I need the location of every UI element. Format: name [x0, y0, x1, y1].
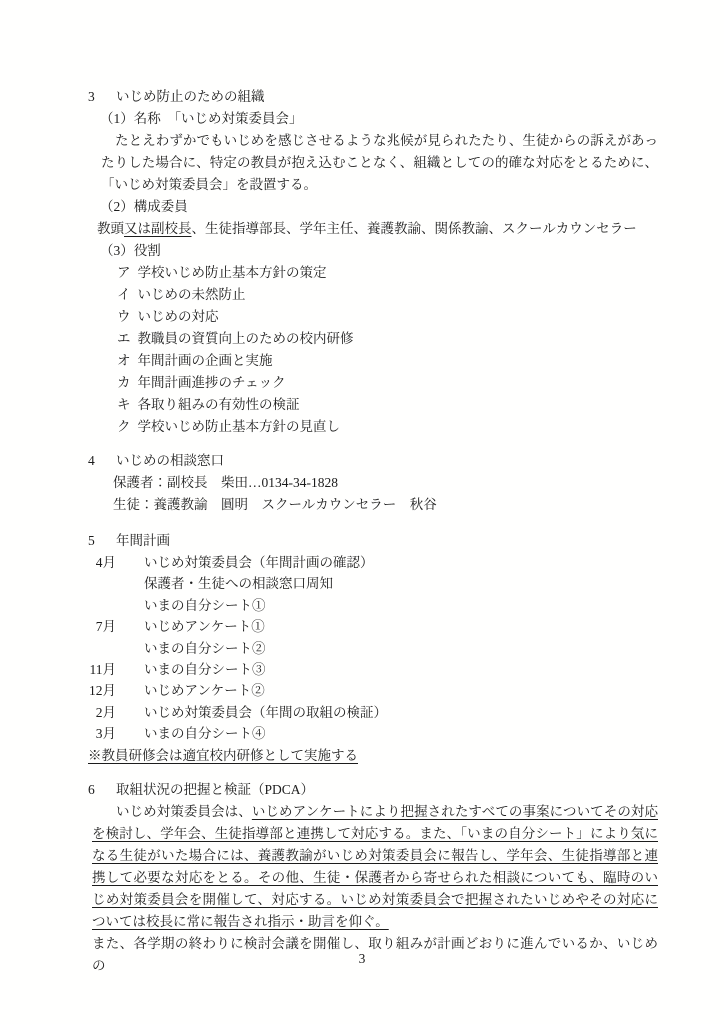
students-contact-line: 生徒：養護教諭 圓明 スクールカウンセラー 秋谷 [113, 497, 437, 512]
section-number: 3 [88, 89, 95, 104]
pdca-paragraph-lead: いじめ対策委員会は、 [116, 803, 252, 819]
section-number: 6 [88, 781, 95, 797]
section-bullying-prevention-organization [88, 86, 658, 438]
section-annual-plan [88, 530, 658, 767]
role-list [88, 262, 658, 438]
schedule-item: 保護者・生徒への相談窓口周知 [144, 576, 333, 592]
role-kana-marker: ク [117, 419, 131, 434]
schedule-item: いじめ対策委員会（年間の取組の検証） [144, 704, 387, 720]
month-label: 3月 [95, 726, 116, 742]
role-item [117, 284, 658, 306]
members-underlined-text: 又は副校長 [124, 221, 192, 236]
schedule-items [144, 552, 374, 616]
role-item [117, 416, 658, 438]
role-kana-marker: キ [117, 397, 131, 412]
role-item [117, 372, 658, 394]
schedule-row [88, 659, 658, 680]
role-kana-marker: カ [117, 375, 131, 390]
schedule-row [88, 680, 658, 701]
schedule-item: いじめ対策委員会（年間計画の確認） [144, 555, 374, 570]
section-heading [88, 86, 658, 108]
section-consultation-desk [88, 450, 658, 516]
schedule-item: いまの自分シート② [144, 640, 266, 656]
role-kana-marker: イ [117, 287, 131, 302]
schedule-item: いじめアンケート① [144, 619, 265, 635]
schedule-items [144, 616, 266, 659]
schedule-items [144, 702, 387, 723]
schedule-items [144, 723, 266, 744]
schedule-row [88, 702, 658, 723]
schedule-item: いまの自分シート① [144, 597, 266, 613]
parents-contact-line: 保護者：副校長 柴田…0134-34-1828 [113, 475, 338, 490]
subsection-roles-label: （3）役割 [100, 243, 161, 258]
month-label: 7月 [95, 619, 116, 635]
members-pre-text: 教頭 [97, 221, 124, 236]
section-title: いじめの相談窓口 [116, 453, 224, 468]
role-text: 年間計画進捗のチェック [137, 375, 286, 390]
role-item [117, 350, 658, 372]
section-heading [88, 779, 658, 801]
schedule-item: いまの自分シート④ [144, 726, 266, 742]
page-number: 3 [358, 951, 366, 966]
role-text: 年間計画の企画と実施 [137, 353, 273, 368]
subsection-members-label: （2）構成委員 [100, 199, 188, 214]
schedule-items [144, 659, 266, 680]
month-label: 4月 [95, 555, 116, 570]
section-heading [88, 450, 658, 472]
members-post-text: 、生徒指導部長、学年主任、養護教諭、関係教諭、スクールカウンセラー [191, 221, 637, 236]
section-title: 取組状況の把握と検証（PDCA） [116, 781, 315, 797]
pdca-followup-paragraph: また、各学期の終わりに検討会議を開催し、取り組みが計画どおりに進んでいるか、いじめの [92, 935, 658, 973]
month-label: 12月 [89, 683, 116, 699]
role-text: 学校いじめ防止基本方針の策定 [137, 265, 327, 280]
schedule-items [144, 680, 265, 701]
role-text: 教職員の資質向上のための校内研修 [137, 331, 354, 346]
section-number: 5 [88, 533, 95, 548]
month-label: 11月 [89, 662, 116, 678]
section-pdca-verification [88, 779, 658, 977]
subsection-name-label: （1）名称 「いじめ対策委員会」 [100, 111, 303, 126]
schedule-item: いまの自分シート③ [144, 662, 266, 678]
section-number: 4 [88, 453, 95, 468]
role-item [117, 306, 658, 328]
role-kana-marker: オ [117, 353, 131, 368]
section-title: いじめ防止のための組織 [116, 89, 265, 104]
committee-members-line [97, 218, 658, 240]
section-title: 年間計画 [116, 533, 170, 548]
role-item [117, 328, 658, 350]
role-text: 各取り組みの有効性の検証 [137, 397, 300, 412]
role-text: いじめの対応 [137, 309, 219, 324]
organization-purpose-paragraph: たとえわずかでもいじめを感じさせるような兆候が見られたたり、生徒からの訴えがあったりした場合に、特定の教員が抱え込むことなく、組織としての的確な対応をとるために、「いじめ対策委員会」を設置する。 [101, 133, 658, 192]
role-kana-marker: ア [117, 265, 131, 280]
role-text: いじめの未然防止 [137, 287, 246, 302]
role-kana-marker: ウ [117, 309, 131, 324]
annual-schedule [88, 552, 658, 745]
schedule-row [88, 616, 658, 659]
schedule-row [88, 723, 658, 744]
role-kana-marker: エ [117, 331, 131, 346]
pdca-paragraph [92, 801, 658, 933]
pdca-paragraph-underlined: いじめアンケートにより把握されたすべての事案についてその対応を検討し、学年会、生徒指導部と連携して対応する。また、「いまの自分シート」により気になる生徒がいた場合には、養護教諭がいじめ対策委員会に報告し、学年会、生徒指導部と連携して必要な対応をとる。その他、生徒・保護者から寄せられた相談についても、臨時のいじめ対策委員会を開催して、対応する。いじめ対策委員会で把握されたいじめやその対応については校長に常に報告され指示・助言を仰ぐ。 [92, 803, 658, 929]
schedule-row [88, 552, 658, 616]
role-item [117, 262, 658, 284]
schedule-item: いじめアンケート② [144, 683, 265, 699]
month-label: 2月 [95, 704, 116, 720]
role-item [117, 394, 658, 416]
training-note-line: ※教員研修会は適宜校内研修として実施する [88, 747, 358, 763]
role-text: 学校いじめ防止基本方針の見直し [137, 419, 340, 434]
section-heading [88, 530, 658, 552]
